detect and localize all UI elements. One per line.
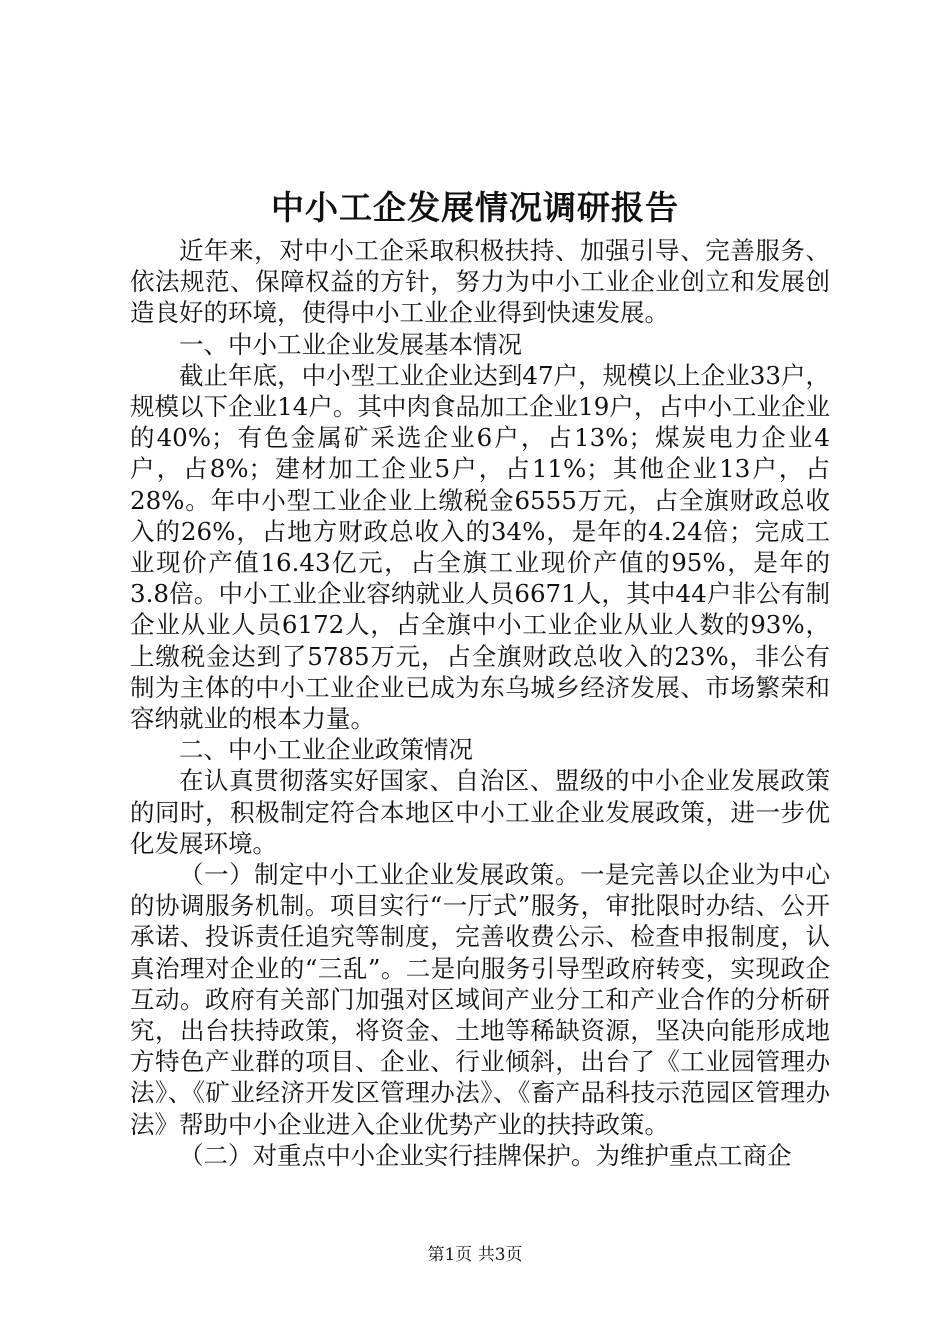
page-footer: 第1页 共3页 [427, 1245, 523, 1265]
section-heading-1: 一、中小工业企业发展基本情况 [179, 329, 522, 359]
document-title: 中小工企发展情况调研报告 [271, 188, 679, 227]
paragraph-policy-1: （一）制定中小工业企业发展政策。一是完善以企业为中心的协调服务机制。项目实行“一厅式”服务，审批限时办结、公开承诺、投诉责任追究等制度，完善收费公示、检查申报制度，认真治理对企业的“三乱”。二是向服务引导型政府转变，实现政企互动。政府有关部门加强对区域间产业分工和产业合作的分析研究，出台扶持政策，将资金、土地等稀缺资源，坚决向能形成地方特色产业群的项目、企业、行业倾斜，出台了《工业园管理办法》、《矿业经济开发区管理办法》、《畜产品科技示范园区管理办法》帮助中小企业进入企业优势产业的扶持政策。 [130, 860, 830, 1139]
paragraph-basic-situation: 截止年底，中小型工业企业达到47户，规模以上企业33户，规模以下企业14户。其中肉食品加工企业19户，占中小工业企业的40%；有色金属矿采选企业6户，占13%；煤炭电力企业4户，占8%；建材加工企业5户，占11%；其他企业13户，占28%。年中小型工业企业上缴税金6555万元，占全旗财政总收入的26%，占地方财政总收入的34%，是年的4.24倍；完成工业现价产值16.43亿元，占全旗工业现价产值的95%，是年的3.8倍。中小工业企业容纳就业人员6671人，其中44户非公有制企业从业人员6172人，占全旗中小工业企业从业人数的93%，上缴税金达到了5785万元，占全旗财政总收入的23%，非公有制为主体的中小工业企业已成为东乌城乡经济发展、市场繁荣和容纳就业的根本力量。 [130, 360, 830, 734]
paragraph-policy-2: （二）对重点中小企业实行挂牌保护。为维护重点工商企 [179, 1140, 792, 1170]
document-body [130, 235, 830, 1171]
section-heading-2: 二、中小工业企业政策情况 [179, 735, 473, 765]
paragraph-policy-intro: 在认真贯彻落实好国家、自治区、盟级的中小企业发展政策的同时，积极制定符合本地区中小工业企业发展政策，进一步优化发展环境。 [130, 766, 830, 858]
paragraph-intro: 近年来，对中小工企采取积极扶持、加强引导、完善服务、依法规范、保障权益的方针，努力为中小工业企业创立和发展创造良好的环境，使得中小工业企业得到快速发展。 [130, 236, 830, 328]
